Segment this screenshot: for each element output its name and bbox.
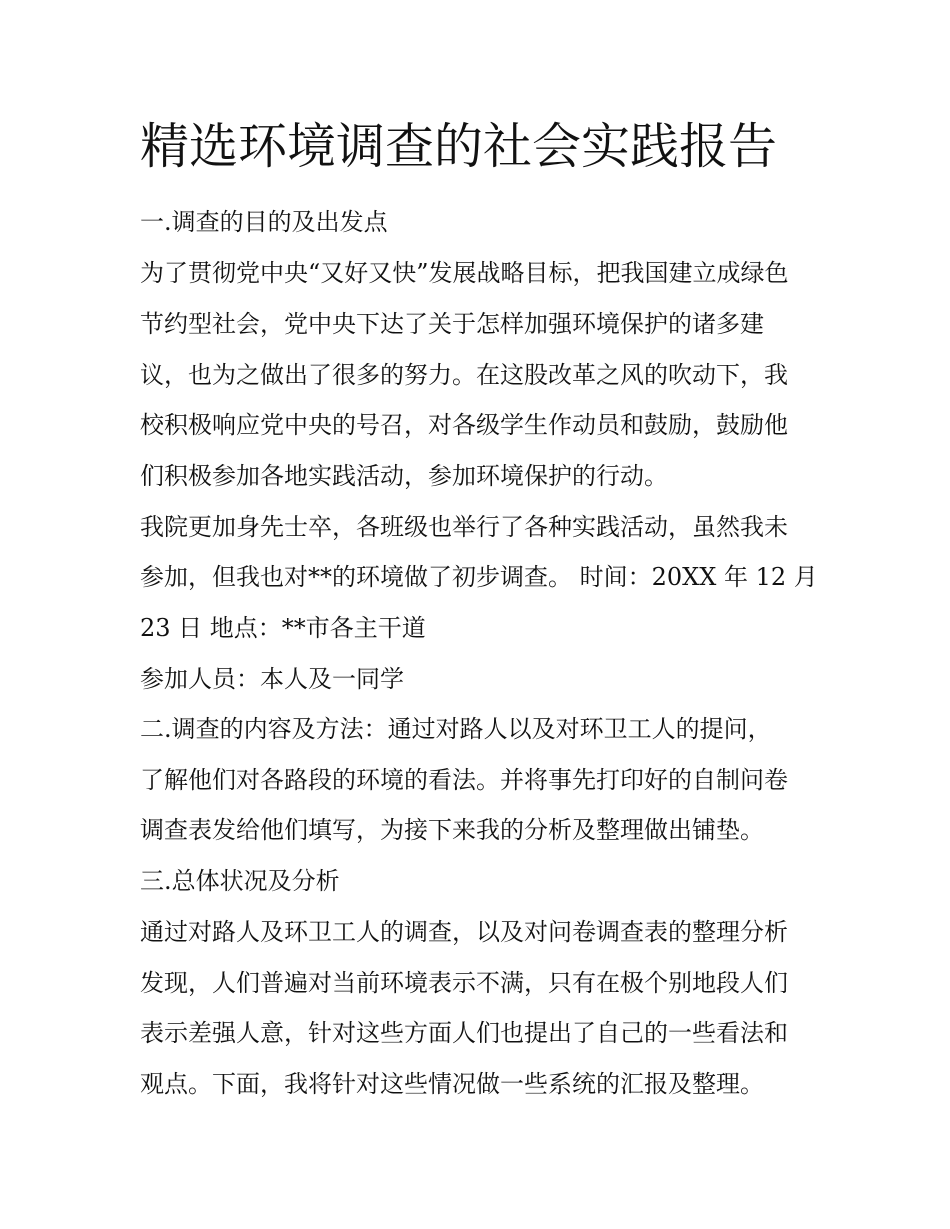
paragraph-line: 参加，但我也对**的环境做了初步调查。 时间：20XX 年 12 月 [140, 563, 818, 591]
paragraph-line: 23 日 地点：**市各主干道 [140, 614, 426, 642]
paragraph-line: 为了贯彻党中央“又好又快”发展战略目标，把我国建立成绿色 [140, 259, 789, 287]
paragraph-line: 了解他们对各路段的环境的看法。并将事先打印好的自制问卷 [140, 766, 788, 794]
paragraph-line: 校积极响应党中央的号召，对各级学生作动员和鼓励，鼓励他 [140, 411, 788, 439]
paragraph-line: 们积极参加各地实践活动，参加环境保护的行动。 [140, 462, 668, 490]
paragraph-line: 议，也为之做出了很多的努力。在这股改革之风的吹动下，我 [140, 361, 788, 389]
paragraph-line: 调查表发给他们填写，为接下来我的分析及整理做出铺垫。 [140, 816, 764, 844]
paragraph-line: 我院更加身先士卒，各班级也举行了各种实践活动，虽然我未 [140, 513, 788, 541]
paragraph-line: 发现，人们普遍对当前环境表示不满，只有在极个别地段人们 [140, 969, 788, 997]
paragraph-line: 通过对路人及环卫工人的调查，以及对问卷调查表的整理分析 [140, 918, 788, 946]
section-heading-1: 一.调查的目的及出发点 [140, 208, 388, 236]
paragraph-line: 观点。下面，我将针对这些情况做一些系统的汇报及整理。 [140, 1070, 764, 1098]
paragraph-line: 参加人员：本人及一同学 [140, 665, 404, 693]
paragraph-line: 表示差强人意，针对这些方面人们也提出了自己的一些看法和 [140, 1019, 788, 1047]
section-heading-2: 二.调查的内容及方法：通过对路人以及对环卫工人的提问， [140, 715, 772, 743]
document-title: 精选环境调查的社会实践报告 [140, 118, 778, 175]
paragraph-line: 节约型社会，党中央下达了关于怎样加强环境保护的诸多建 [140, 310, 764, 338]
section-heading-3: 三.总体状况及分析 [140, 867, 340, 895]
